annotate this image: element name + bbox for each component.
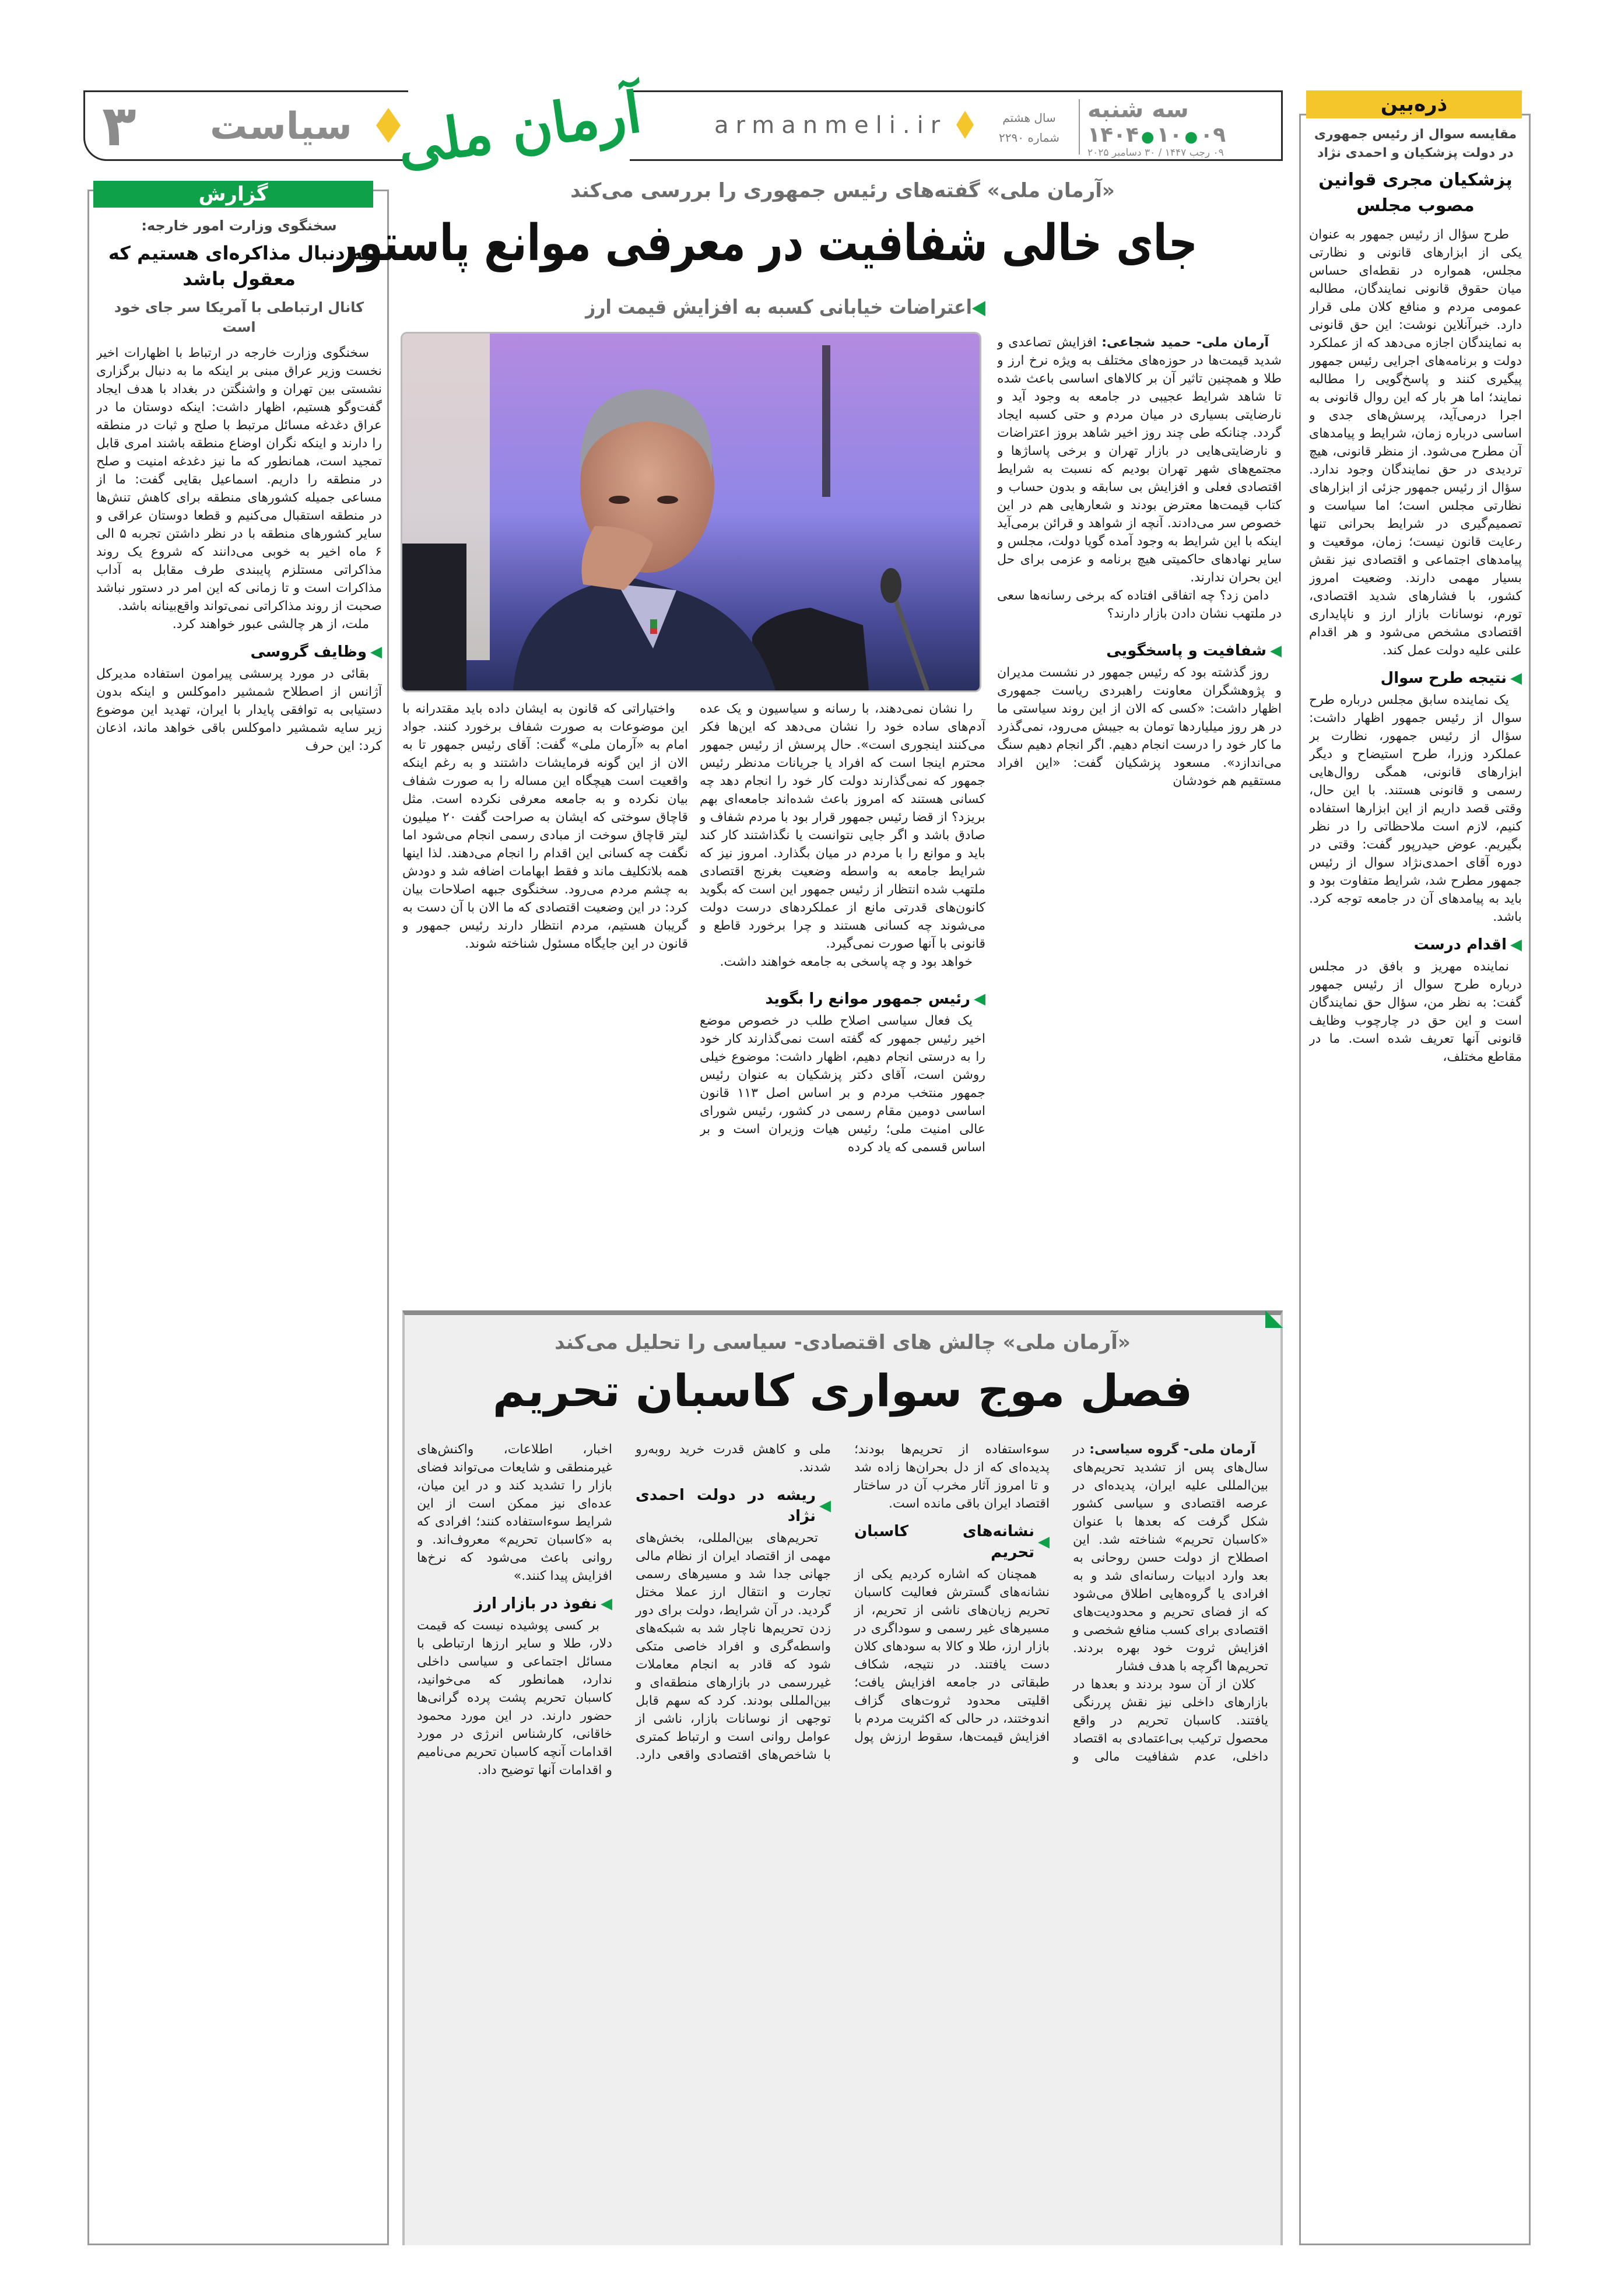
report-banner: گزارش [93,181,373,208]
issue-info [985,108,1073,148]
logo-text: آرمان ملی [392,78,645,178]
subheading: ◀ اقدام درست [1309,934,1522,955]
date-month: ۱۰ [1156,123,1183,147]
subheading: ◀ وظایف گروسی [96,642,382,662]
dot-icon: ● [1184,128,1198,146]
magnifier-kicker: مقایسه سوال از رئیس جمهوری در دولت پزشکیان و احمدی نژاد [1314,127,1517,160]
subheading: ◀ شفافیت و پاسخگویی [997,640,1282,661]
section-title: سیاست [210,105,352,148]
byline: آرمان ملی- حمید شجاعی: [1101,335,1269,350]
issue-number: شماره ۲۲۹۰ [999,131,1059,145]
paragraph: خواهد بود و چه پاسخی به جامعه خواهند داشت. [720,955,973,969]
triangle-icon: ◀ [1510,669,1522,687]
page-number: ۳ [102,93,136,159]
main-column-left [402,700,688,1293]
triangle-icon: ◀ [1510,936,1522,954]
date-day: ۰۹ [1200,123,1226,147]
lower-story-body [417,1440,1268,2239]
date-solar [1087,123,1274,147]
report-body [96,344,382,755]
report-headline: به دنبال مذاکره‌ای هستیم که معقول باشد [108,242,370,290]
photo-illustration [402,334,980,690]
triangle-icon: ◀ [974,990,985,1008]
newspaper-logo [392,70,645,187]
lower-kicker: «آرمان ملی» چالش های اقتصادی- سیاسی را تحلیل می‌کند [555,1331,1131,1354]
paragraph: یک نماینده سابق مجلس درباره طرح سوال از رئیس جمهور اظهار داشت: سؤال از رئیس جمهور، نظارت بر عملکرد وزرا، طرح استیضاح و دیگر ابزارهای قانونی، همگی روال‌هایی رسمی و قانونی هستند. با این حال، وقتی قصد داریم از این ابزارها استفاده کنیم، لازم است ملاحظاتی را در نظر بگیریم. عوض حیدرپور گفت: وقتی در دوره آقای احمدی‌نژاد سوال از رئیس جمهور مطرح شد، شرایط متفاوت بود و باید به پیامدهای آن در جامعه توجه کرد. باشد. [1309,693,1522,924]
paragraph: روز گذشته بود که رئیس جمهور در نشست مدیران و پژوهشگران معاونت راهبردی ریاست جمهوری اظهار داشت: «کسی که الان از این روند سیاستی ما در هر روز میلیاردها تومان به جیبش می‌رود، نمی‌گذرد ما کار خود را درست انجام دهیم. اگر انجام دهیم سنگ می‌اندازد». مسعود پزشکیان گفت: «این افراد مستقیم هم خودشان [997,665,1282,788]
report-column [96,216,382,2239]
paragraph: آرمان ملی- گروه سیاسی: در سال‌های پس از تشدید تحریم‌های بین‌المللی علیه ایران، پدیده‌ای در عرصه اقتصادی و سیاسی کشور شکل گرفت که بعدها با عنوان «کاسبان تحریم» شناخته شد. این اصطلاح از دولت حسن روحانی به بعد وارد ادبیات رسانه‌ای شد و به افرادی یا گروه‌هایی اطلاق می‌شود که از فضای تحریم و محدودیت‌های اقتصادی برای کسب منافع شخصی و افزایش ثروت خود بهره بردند. تحریم‌ها اگرچه با هدف فشار [1073,1442,1268,1674]
magnifier-headline: پزشکیان مجری قوانین مصوب مجلس [1318,170,1513,216]
president-photo [402,334,980,690]
dot-icon: ● [1141,128,1155,146]
date-year: ۱۴۰۴ [1087,123,1139,147]
paragraph: واختیاراتی که قانون به ایشان داده باید مقتدرانه با این موضوعات به صورت شفاف برخورد کنند. جواد امام به «آرمان ملی» گفت: آقای رئیس جمهور تا به الان از این گونه فرمایشات داشتند و به رغم اینکه واقعیت است هیچگاه این مساله را به صورت شفاف بیان نکرده و به جامعه معرفی نکرده است. مثل قاچاق سوختی که ایشان به صراحت گفت ۲۰ میلیون لیتر قاچاق سوخت از مبادی رسمی انجام می‌شود اما نگفت چه کسانی این اقدام را انجام می‌دهند. لذا اینها همه بلاتکلیف ماند و فقط ابهامات اضافه شد و دودش به چشم مردم می‌رود. سخنگوی جبهه اصلاحات بیان کرد: در این وضعیت اقتصادی که ما الان با آن دست به گریبان هستیم، مردم انتظار دارند رئیس جمهور و قانون در این جایگاه مسئول شناخته شوند. [402,702,688,951]
triangle-icon: ◀ [819,1497,831,1515]
subheading: ◀ رئیس جمهور موانع را بگوید [700,988,985,1009]
main-column-middle [700,700,985,1293]
report-kicker: سخنگوی وزارت امور خارجه: [141,218,337,234]
main-kicker: «آرمان ملی» گفته‌های رئیس جمهوری را بررسی می‌کند [570,179,1115,202]
triangle-icon: ◀ [601,1595,612,1613]
paragraph: نماینده مهریز و بافق در مجلس درباره طرح سوال از رئیس جمهور گفت: به نظر من، سؤال حق نمایندگان است و این حق در چارچوب وظایف قانونی آنها تعریف شده است. ما در مقاطع مختلف، [1309,959,1522,1064]
lower-headline: فصل موج سواری کاسبان تحریم [492,1365,1193,1417]
paragraph: کلان از آن سود بردند و بعدها در بازارهای داخلی نیز نقش پررنگی یافتند. کاسبان تحریم در واقع محصول ترکیب بی‌اعتمادی به اقتصاد داخلی، عدم شفافیت مالی و سوءاستفاده از تحریم‌ها بودند؛ پدیده‌ای که از دل بحران‌ها زاده شد و تا امروز آثار مخرب آن در ساختار اقتصاد ایران باقی مانده است. [854,1442,1268,1764]
paragraph: همچنان که اشاره کردیم یکی از نشانه‌های گسترش فعالیت کاسبان تحریم زیان‌های ناشی از تحریم، از مسیرهای غیر رسمی و سوداگری در بازار ارز، طلا و کالا به سودهای کلان دست یافتند. در نتیجه، شکاف طبقاتی در جامعه افزایش یافت؛ اقلیتی محدود ثروت‌های گزاف اندوختند، در حالی که اکثریت مردم با افزایش قیمت‌ها، سقوط ارزش پول ملی و کاهش قدرت خرید روبه‌رو شدند. [636,1442,1050,1744]
main-subtitle: ◀اعتراضات خیابانی کسبه به افزایش قیمت ارز [585,296,985,319]
paragraph: سخنگوی وزارت خارجه در ارتباط با اظهارات اخیر نخست وزیر عراق مبنی بر اینکه ما به دنبال برگزاری نشستی بین تهران و واشنگتن در بغداد با هدف ایجاد گفت‌وگو هستیم، اظهار داشت: اینکه دوستان ما در عراق دغدغه مسائل مرتبط با صلح و ثبات در منطقه را دارند و اینکه نگران اوضاع منطقه باشند امری قابل تمجید است، همانطور که ما نیز دغدغه امنیت و صلح در منطقه را داریم. اسماعیل بقایی گفت: ما از مساعی جمیله کشورهای منطقه برای کاهش تنش‌ها در منطقه استقبال می‌کنیم و قطعا دوستان عراقی و سایر کشورهای منطقه با در نظر داشتن تجربه ۵ الی ۶ ماه اخیر به خوبی می‌دانند که شروع یک روند مذاکراتی مستلزم پایبندی طرف مقابل به آداب مذاکرات است و تا زمانی که این امر در دستور نباشد صحبت از روند مذاکراتی نمی‌تواند واقع‌بینانه باشد. [96,346,382,614]
paragraph: را نشان نمی‌دهند، با رسانه و سیاسیون و یک عده آدم‌های ساده خود را نشان می‌دهد که این‌ها فکر می‌کنند اینجوری است». حال پرسش از رئیس جمهور محترم اینجا است که افراد یا جریانات مدنظر رئیس جمهور که نمی‌گذارند دولت کار خود را انجام دهد چه کسانی هستند که امروز باعث شده‌اند جامعه‌ای بهم بریزد؟ از قضا رئیس جمهور قرار بود با مردم شفاف و صادق باشد و اگر جایی نتوانست یا نگذاشتند کار کند باید و موانع را با مردم در میان بگذارد. امروز نیز که شرایط جامعه به واسطه وضعیت بغرنج اقتصادی ملتهب شده انتظار از رئیس جمهور این است که بگوید کانون‌های قدرتی مانع از عملکردهای درست دولت می‌شوند چه کسانی هستند و چرا برخورد قاطع و قانونی با آنها صورت نمی‌گیرد. [700,702,985,951]
magnifier-column [1309,125,1522,2239]
website-link[interactable]: armanmeli.ir [714,112,948,139]
paragraph: آرمان ملی- حمید شجاعی: افزایش تصاعدی و شدید قیمت‌ها در حوزه‌های مختلف به ویژه نرخ ارز و طلا و همچنین تاثیر آن بر کالاهای اساسی باعث شده تا شاهد شرایط عجیبی در جامعه به وجود آید و نارضایتی بسیاری در میان مردم و حتی کسبه ایجاد گردد. چنانکه طی چند روز اخیر شاهد بروز اعتراضات و نارضایتی‌هایی در بازار تهران و برخی پاساژها و مجتمع‌های شهر تهران بودیم که نسبت به شرایط اقتصادی فعلی و افزایش بی سابقه و بدون حساب و کتاب قیمت‌ها معترض بودند و شعارهایی هم در این خصوص سر می‌دادند. آنچه از شواهد و قرائن برمی‌آید اینکه با این شرایط به وجود آمده گویا دولت، مجلس و سایر نهادهای حاکمیتی هیچ برنامه و عزمی برای حل این بحران ندارند. [997,335,1282,585]
date-block [1087,96,1274,159]
paragraph: ملت، از هر چالشی عبور خواهند کرد. [172,617,369,632]
triangle-icon: ◀ [971,296,985,319]
subheading: ◀ ریشه در دولت احمدی نژاد [636,1487,831,1525]
report-subtitle: کانال ارتباطی با آمریکا سر جای خود است [114,299,364,335]
subheading: ◀ نشانه‌های کاسبان تحریم [854,1523,1050,1561]
paragraph: یک فعال سیاسی اصلاح طلب در خصوص موضع اخیر رئیس جمهور که گفته است نمی‌گذارند کار خود را به درستی انجام دهیم، اظهار داشت: موضوع خیلی روشن است، آقای دکتر پزشکیان به عنوان رئیس جمهور منتخب مردم و بر اساس اصل ۱۱۳ قانون اساسی دومین مقام رسمی در کشور، رئیس شورای عالی امنیت ملی؛ رئیس هیات وزیران است و بر اساس قسمی که یاد کرده [700,1014,985,1155]
main-column-right [997,334,1282,1293]
paragraph: دامن زد؟ چه اتفاقی افتاده که برخی رسانه‌ها سعی در ملتهب نشان دادن بازار دارند؟ [997,588,1282,621]
magnifier-body [1309,226,1522,1066]
divider [1079,99,1080,155]
paragraph: بر کسی پوشیده نیست که قیمت دلار، طلا و سایر ارزها ارتباطی با مسائل اجتماعی و سیاسی داخلی ندارد، همانطور که می‌خوانید، کاسبان تحریم پشت پرده گرانی‌ها حضور دارند. در این مورد محمود خاقانی، کارشناس انرژی در مورد اقدامات آنچه کاسبان تحریم می‌نامیم و اقدامات آنها توضیح داد. [417,1618,612,1778]
weekday: سه شنبه [1087,96,1189,123]
magnifier-banner: ذره‌بین [1306,90,1522,118]
byline: آرمان ملی- گروه سیاسی: [1089,1442,1256,1457]
subheading: ◀ نتیجه طرح سوال [1309,668,1522,689]
date-secondary: ۰۹ رجب ۱۴۴۷ / ۳۰ دسامبر ۲۰۲۵ [1087,147,1224,159]
subheading: ◀ نفوذ در بازار ارز [417,1593,612,1614]
paragraph: تحریم‌های بین‌المللی، بخش‌های مهمی از اقتصاد ایران از نظام مالی جهانی جدا شد و مسیرهای رسمی تجارت و انتقال ارز عملا مختل گردید. در آن شرایط، دولت برای دور زدن تحریم‌ها ناچار شد به شبکه‌های واسطه‌گری و افراد خاصی متکی شود که قادر به انجام معاملات غیررسمی در بازارهای منطقه‌ای و بین‌المللی بودند. کرد که سهم قابل توجهی از نوسانات بازار، ناشی از عوامل روانی است و ارتباط کمتری با شاخص‌های اقتصادی واقعی دارد. اخبار، اطلاعات، واکنش‌های غیرمنطقی و شایعات می‌تواند فضای بازار را تشدید کند و در این میان، عده‌ای نیز ممکن است از این شرایط سوءاستفاده کنند؛ افرادی که به «کاسبان تحریم» معروف‌اند. و روانی باعث می‌شود که نرخ‌ها افزایش پیدا کنند.» [417,1442,831,1762]
triangle-icon: ◀ [1038,1533,1050,1551]
paragraph: بقائی در مورد پرسشی پیرامون استفاده مدیرکل آژانس از اصطلاح شمشیر داموکلس و اینکه بدون دستیابی به توافقی پایدار با ایران، تهدید این موضوع زیر سایه شمشیر داموکلس باقی خواهد ماند، اذعان کرد: این حرف [96,667,382,753]
triangle-icon: ◀ [1270,642,1282,660]
paragraph: طرح سؤال از رئیس جمهور به عنوان یکی از ابزارهای قانونی و نظارتی مجلس، همواره در نقطه‌ای حساس میان حقوق قانونی نمایندگان، مطالبه عمومی مردم و منافع کلان ملی قرار دارد. خبرآنلاین نوشت: این حق قانونی به نمایندگان اجازه می‌دهد که از عملکرد دولت و برنامه‌های اجرایی رئیس جمهور پیگیری کنند و پاسخ‌گویی را مطالبه نمایند؛ اما هر بار که این روال قانونی به اجرا درمی‌آید، پرسش‌های جدی و اساسی درباره زمان، شرایط و پیامدهای آن مطرح می‌شود. از منظر قانونی، هیچ تردیدی در حق نمایندگان وجود ندارد. سؤال از رئیس جمهور جزئی از ابزارهای نظارتی مجلس است؛ اما سیاست و تصمیم‌گیری در شرایط بحرانی تنها رعایت قانون نیست؛ زمان، موقعیت و پیامدهای اجتماعی و اقتصادی نیز نقش بسیار مهمی دارند. وضعیت امروز کشور، با فشارهای شدید اقتصادی، تورم، نوسانات بازار ارز و ناپایداری اقتصادی مشخص می‌شود و هر اقدام علنی علیه دولت عمل کند. [1309,227,1522,658]
triangle-icon: ◀ [370,643,382,661]
main-headline: جای خالی شفافیت در معرفی موانع پاستور [334,214,1198,272]
year-label: سال هشتم [1002,111,1056,125]
